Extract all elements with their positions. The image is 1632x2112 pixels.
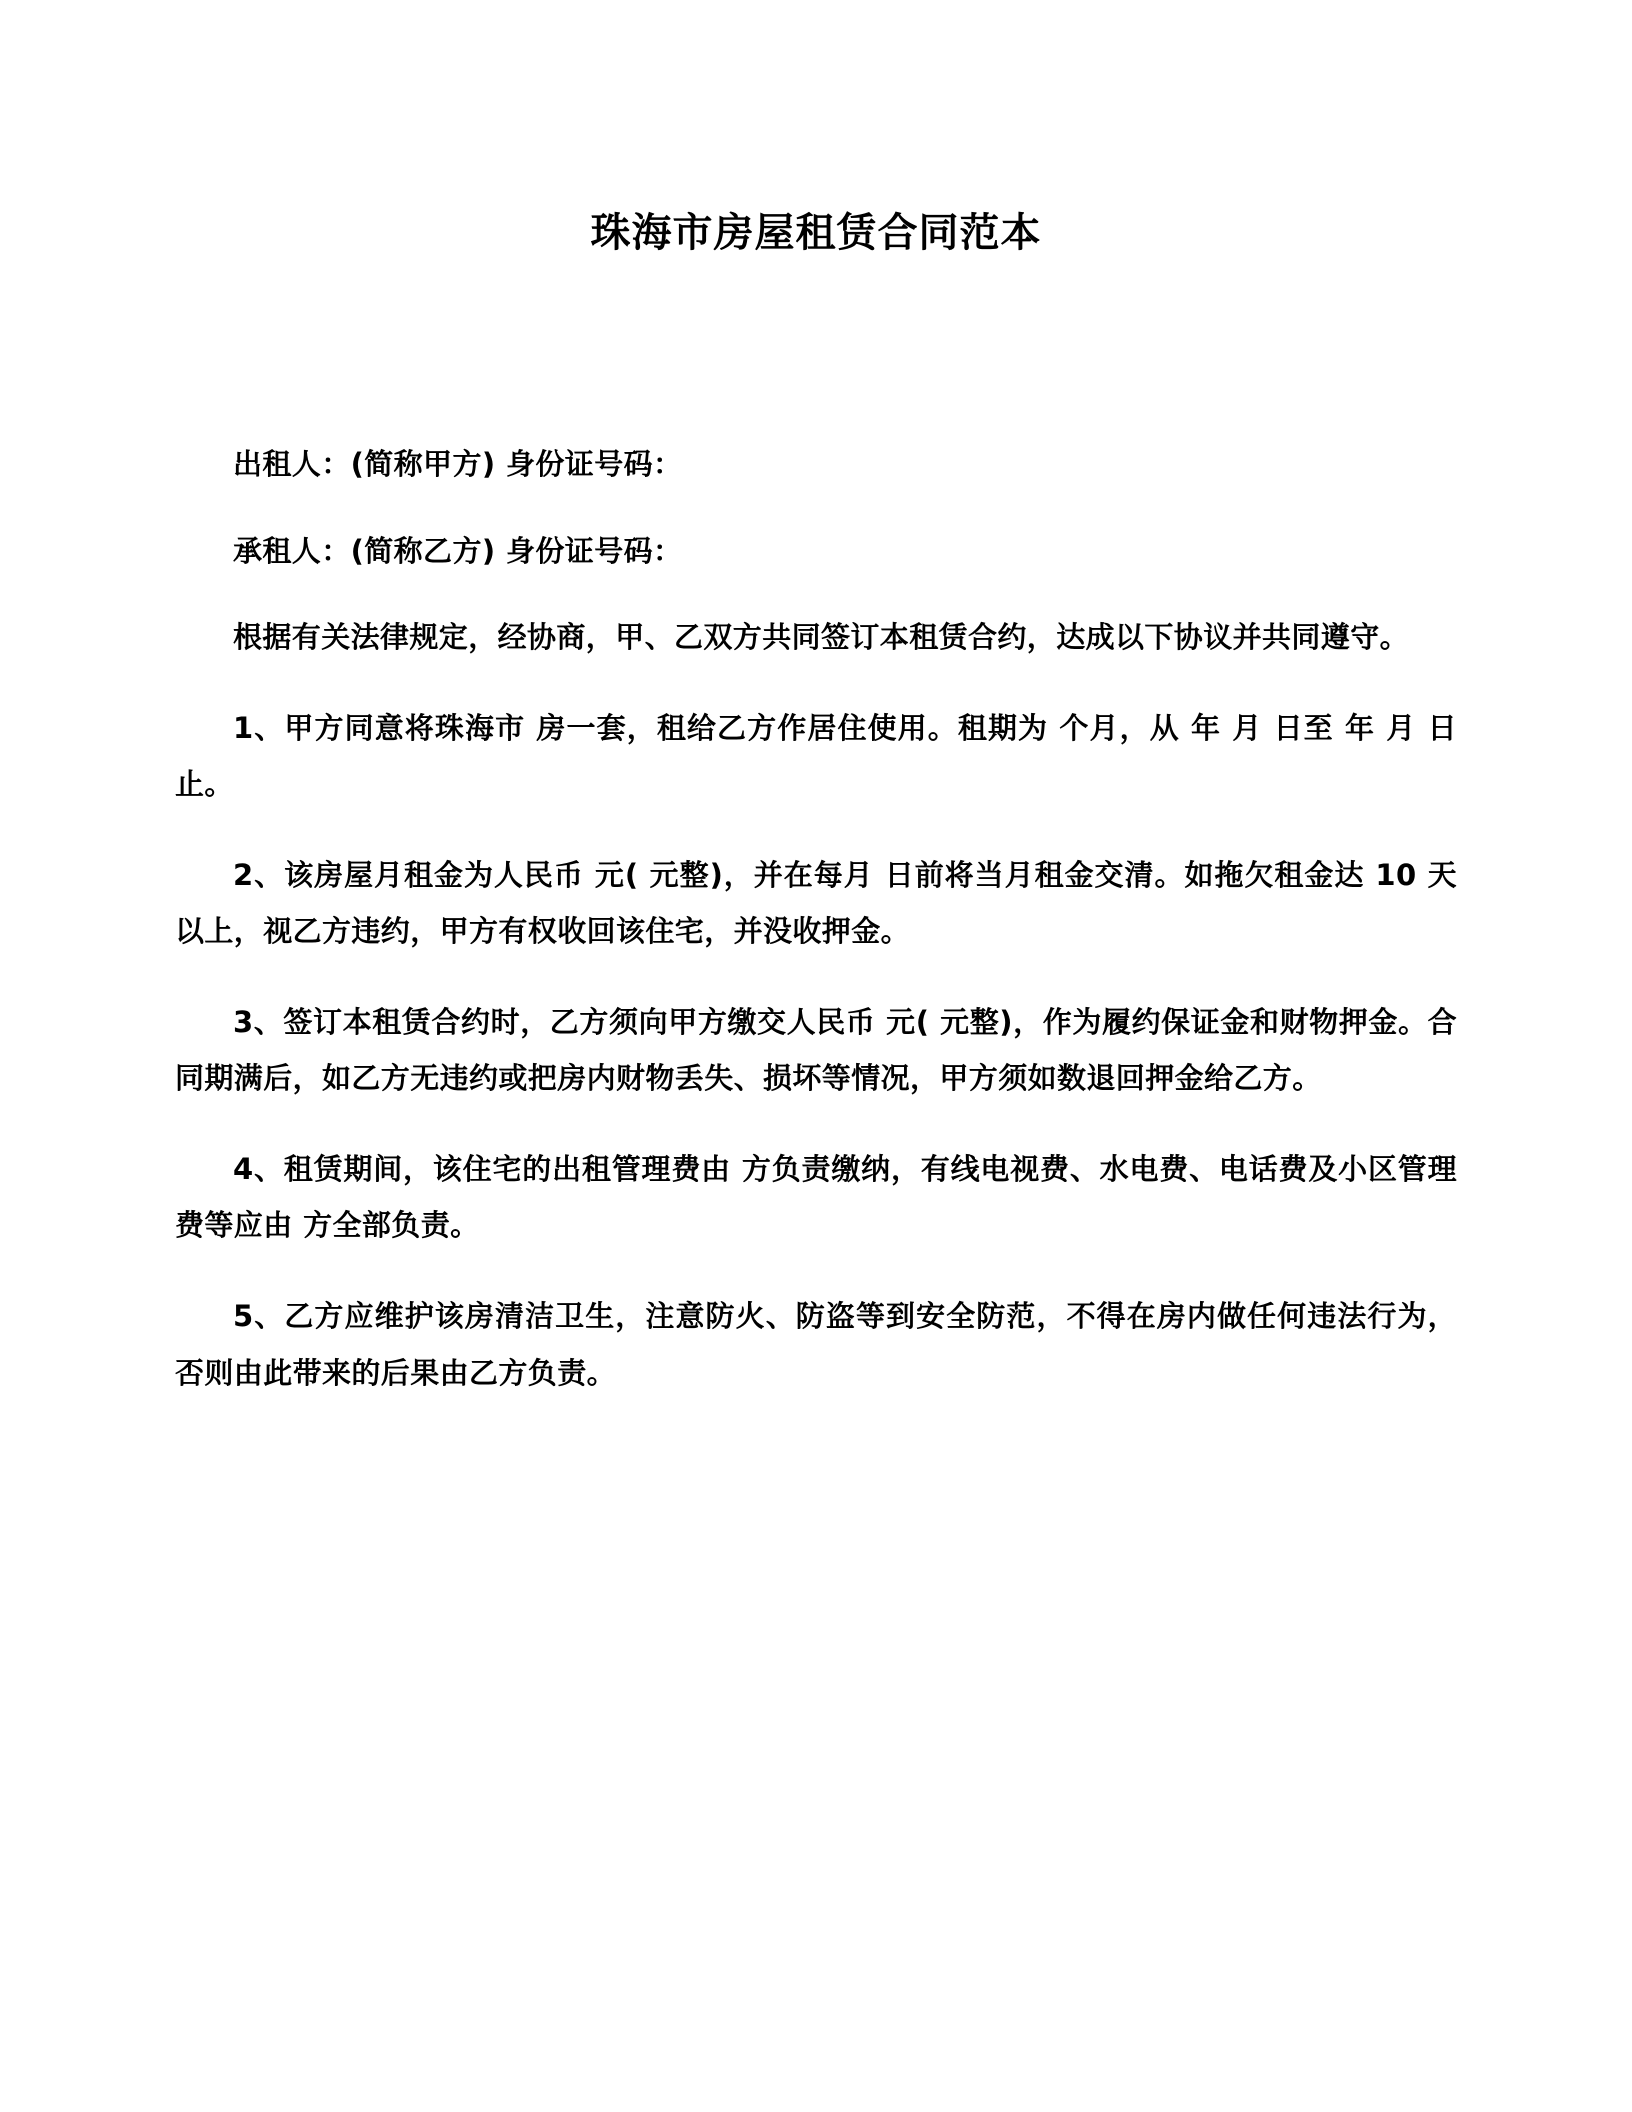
- paragraph-clause-3: 3、签订本租赁合约时，乙方须向甲方缴交人民币 元( 元整)，作为履约保证金和财物押金。合同期满后，如乙方无违约或把房内财物丢失、损坏等情况，甲方须如数退回押金给乙方。: [175, 1004, 1457, 1096]
- paragraph-preamble: 根据有关法律规定，经协商，甲、乙双方共同签订本租赁合约，达成以下协议并共同遵守。: [233, 620, 1410, 655]
- page-title: 珠海市房屋租赁合同范本: [590, 210, 1042, 256]
- paragraph-lessee-info: 承租人：(简称乙方) 身份证号码：: [233, 533, 683, 568]
- paragraph-clause-4: 4、租赁期间，该住宅的出租管理费由 方负责缴纳，有线电视费、水电费、电话费及小区管理费等应由 方全部负责。: [175, 1151, 1457, 1243]
- paragraph-lessor-info: 出租人：(简称甲方) 身份证号码：: [233, 447, 683, 481]
- paragraph-clause-5: 5、乙方应维护该房清洁卫生，注意防火、防盗等到安全防范，不得在房内做任何违法行为，否则由此带来的后果由乙方负责。: [175, 1299, 1457, 1390]
- document-body: [175, 436, 1457, 1401]
- paragraph-clause-1: 1、甲方同意将珠海市 房一套，租给乙方作居住使用。租期为 个月，从 年 月 日至 年 月 日止。: [175, 710, 1457, 802]
- paragraph-clause-2: 2、该房屋月租金为人民币 元( 元整)，并在每月 日前将当月租金交清。如拖欠租金达 10 天以上，视乙方违约，甲方有权收回该住宅，并没收押金。: [175, 857, 1457, 949]
